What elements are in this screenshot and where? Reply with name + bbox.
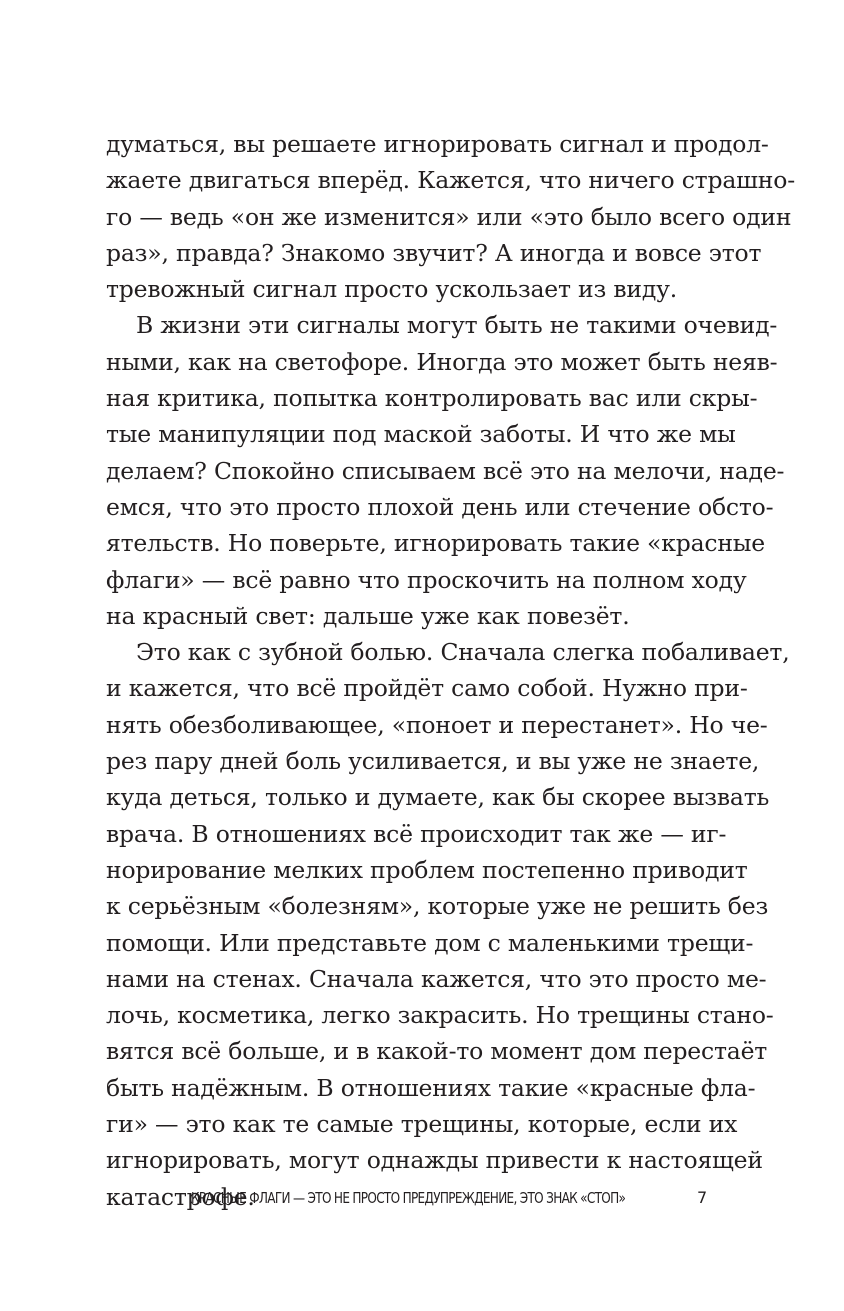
paragraph-2 [106, 307, 785, 634]
text-line: быть надёжным. В отношениях такие «красные фла- [106, 1073, 756, 1102]
text-line: тые манипуляции под маской заботы. И что же мы [106, 420, 736, 449]
text-line: Это как с зубной болью. Сначала слегка побаливает, [136, 638, 790, 667]
text-line: флаги» — всё равно что проскочить на полном ходу [106, 565, 747, 594]
text-line: на красный свет: дальше уже как повезёт. [106, 601, 630, 630]
page-number: 7 [697, 1188, 708, 1207]
text-line: вятся всё больше, и в какой-то момент дом перестаёт [106, 1037, 768, 1066]
text-line: нять обезболивающее, «поноет и перестанет». Но че- [106, 710, 768, 739]
text-line: к серьёзным «болезням», которые уже не решить без [106, 892, 769, 921]
text-line: думаться, вы решаете игнорировать сигнал и продол- [106, 130, 769, 158]
text-line: и кажется, что всё пройдёт само собой. Нужно при- [106, 674, 748, 703]
text-line: тревожный сигнал просто ускользает из виду. [106, 275, 678, 304]
text-line: делаем? Спокойно списываем всё это на мелочи, наде- [106, 456, 785, 485]
paragraph-3 [106, 634, 790, 1215]
body-text [106, 126, 795, 1215]
text-line: врача. В отношениях всё происходит так же — иг- [106, 819, 727, 848]
text-line: раз», правда? Знакомо звучит? А иногда и вовсе этот [106, 238, 762, 267]
paragraph-1 [106, 126, 795, 307]
text-line: ная критика, попытка контролировать вас или скры- [106, 384, 758, 413]
text-line: го — ведь «он же изменится» или «это было всего один [106, 202, 792, 231]
text-line: ятельств. Но поверьте, игнорировать такие «красные [106, 529, 766, 558]
running-head: КРАСНЫЕ ФЛАГИ — ЭТО НЕ ПРОСТО ПРЕДУПРЕЖДЕНИЕ, ЭТО ЗНАК «СТОП» [191, 1189, 626, 1207]
text-line: лочь, косметика, легко закрасить. Но трещины стано- [106, 1001, 774, 1030]
text-line: В жизни эти сигналы могут быть не такими очевид- [136, 311, 778, 340]
text-line: жаете двигаться вперёд. Кажется, что ничего страшно- [106, 166, 795, 195]
text-line: куда деться, только и думаете, как бы скорее вызвать [106, 783, 770, 812]
text-line: игнорировать, могут однажды привести к настоящей [106, 1146, 763, 1175]
text-line: катастрофе. [106, 1182, 255, 1211]
text-line: рез пару дней боль усиливается, и вы уже не знаете, [106, 747, 760, 776]
text-line: помощи. Или представьте дом с маленькими трещи- [106, 928, 754, 957]
text-line: ными, как на светофоре. Иногда это может быть неяв- [106, 347, 778, 376]
text-line: ги» — это как те самые трещины, которые, если их [106, 1110, 738, 1139]
text-line: нами на стенах. Сначала кажется, что это просто ме- [106, 964, 767, 993]
text-line: емся, что это просто плохой день или стечение обсто- [106, 492, 774, 521]
text-line: норирование мелких проблем постепенно приводит [106, 855, 748, 884]
